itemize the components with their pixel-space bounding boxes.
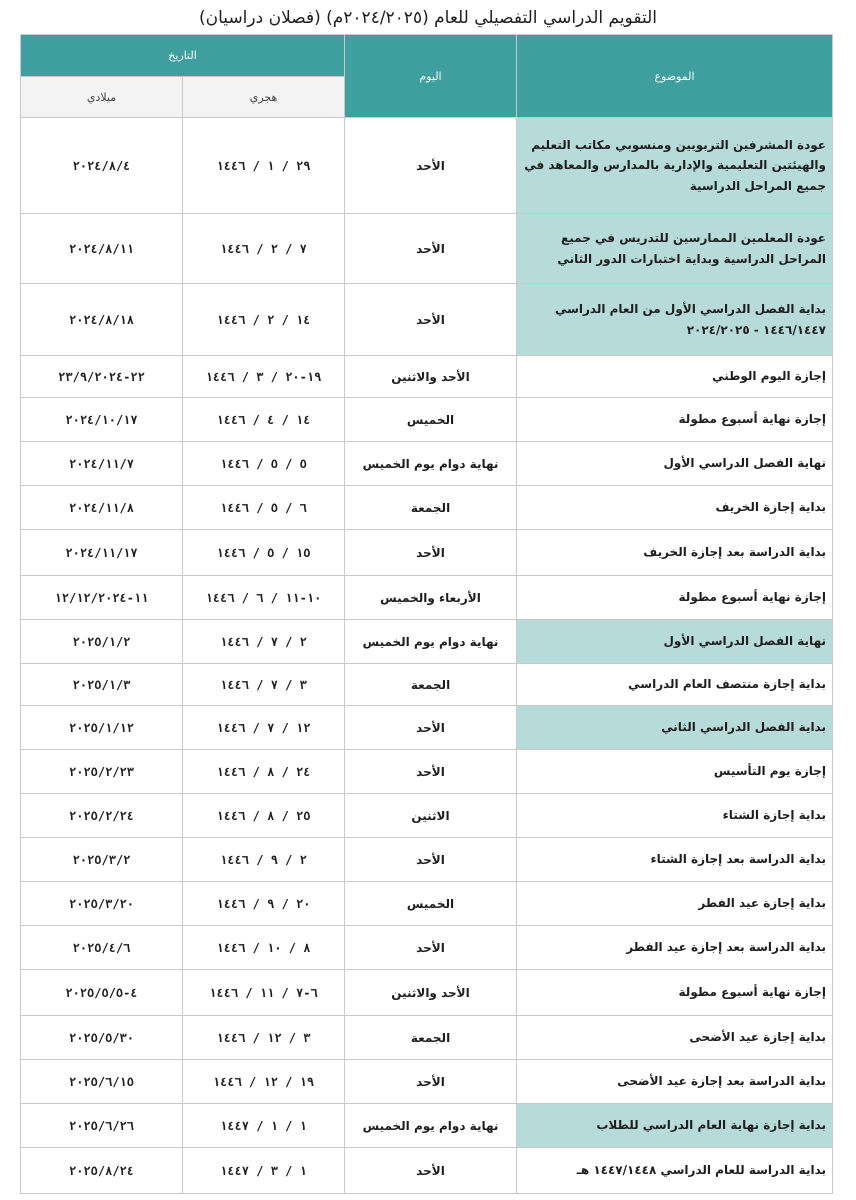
table-row <box>21 970 833 1016</box>
topic-cell: بداية الدراسة بعد إجازة الخريف <box>517 530 833 576</box>
day-cell: نهاية دوام يوم الخميس <box>345 1104 517 1148</box>
gregorian-date-cell: ٢٠٢٥/٦/١٥ <box>21 1060 183 1104</box>
gregorian-date-cell: ٢٠٢٥/٢/٢٣ <box>21 750 183 794</box>
topic-cell: عودة المشرفين التربويين ومنسوبي مكاتب التعليم والهيئتين التعليمية والإدارية بالمدارس والمعاهد في جميع المراحل الدراسية <box>517 118 833 214</box>
table-row <box>21 794 833 838</box>
hijri-date-cell: ٢ / ٩ / ١٤٤٦ <box>183 838 345 882</box>
table-row <box>21 118 833 214</box>
hijri-date-cell: ٢٩ / ١ / ١٤٤٦ <box>183 118 345 214</box>
topic-cell: نهاية الفصل الدراسي الأول <box>517 620 833 664</box>
topic-cell: إجازة نهاية أسبوع مطولة <box>517 576 833 620</box>
topic-cell: بداية إجازة الخريف <box>517 486 833 530</box>
hijri-date-cell: ١٤ / ٤ / ١٤٤٦ <box>183 398 345 442</box>
hijri-date-cell: ٧ / ٢ / ١٤٤٦ <box>183 214 345 284</box>
hijri-date-cell: ٢ / ٧ / ١٤٤٦ <box>183 620 345 664</box>
hijri-date-cell: ٦-٧ / ١١ / ١٤٤٦ <box>183 970 345 1016</box>
hijri-date-cell: ٢٤ / ٨ / ١٤٤٦ <box>183 750 345 794</box>
gregorian-date-cell: ٢٠٢٤/١١/١٧ <box>21 530 183 576</box>
hijri-date-cell: ٣ / ١٢ / ١٤٤٦ <box>183 1016 345 1060</box>
table-row <box>21 530 833 576</box>
day-cell: الأحد والاثنين <box>345 970 517 1016</box>
gregorian-date-cell: ٢٠٢٤/٨/١١ <box>21 214 183 284</box>
hijri-date-cell: ١٩ / ١٢ / ١٤٤٦ <box>183 1060 345 1104</box>
day-cell: الأحد والاثنين <box>345 356 517 398</box>
topic-cell: عودة المعلمين الممارسين للتدريس في جميع المراحل الدراسية وبداية اختبارات الدور الثاني <box>517 214 833 284</box>
table-row <box>21 284 833 356</box>
gregorian-date-cell: ٢٠٢٥/٤/٦ <box>21 926 183 970</box>
hijri-date-cell: ٥ / ٥ / ١٤٤٦ <box>183 442 345 486</box>
day-cell: الأحد <box>345 838 517 882</box>
gregorian-date-cell: ٢٠٢٥/١/٣ <box>21 664 183 706</box>
calendar-rows <box>21 118 833 1194</box>
topic-cell: بداية الدراسة للعام الدراسي ١٤٤٧/١٤٤٨ هـ <box>517 1148 833 1194</box>
table-row <box>21 620 833 664</box>
topic-cell: بداية إجازة منتصف العام الدراسي <box>517 664 833 706</box>
topic-cell: إجازة نهاية أسبوع مطولة <box>517 398 833 442</box>
day-cell: الأحد <box>345 706 517 750</box>
header-date: التاريخ <box>21 35 345 77</box>
table-row <box>21 706 833 750</box>
table-row <box>21 882 833 926</box>
topic-cell: إجازة نهاية أسبوع مطولة <box>517 970 833 1016</box>
header-day: اليوم <box>345 35 517 118</box>
table-row <box>21 1104 833 1148</box>
gregorian-date-cell: ٢٠٢٥/١/٢ <box>21 620 183 664</box>
table-row <box>21 838 833 882</box>
gregorian-date-cell: ٢٠٢٤/٨/١٨ <box>21 284 183 356</box>
hijri-date-cell: ١٠-١١ / ٦ / ١٤٤٦ <box>183 576 345 620</box>
topic-cell: بداية إجازة نهاية العام الدراسي للطلاب <box>517 1104 833 1148</box>
page-title: التقويم الدراسي التفصيلي للعام (٢٠٢٤/٢٠٢٥م) (فصلان دراسيان) <box>199 8 657 28</box>
hijri-date-cell: ٢٠ / ٩ / ١٤٤٦ <box>183 882 345 926</box>
day-cell: الأحد <box>345 118 517 214</box>
table-row <box>21 1148 833 1194</box>
hijri-date-cell: ١ / ٣ / ١٤٤٧ <box>183 1148 345 1194</box>
hijri-date-cell: ١٢ / ٧ / ١٤٤٦ <box>183 706 345 750</box>
topic-cell: إجازة اليوم الوطني <box>517 356 833 398</box>
hijri-date-cell: ١ / ١ / ١٤٤٧ <box>183 1104 345 1148</box>
topic-cell: إجازة يوم التأسيس <box>517 750 833 794</box>
day-cell: الجمعة <box>345 486 517 530</box>
academic-calendar-table <box>20 34 833 1194</box>
topic-cell: بداية الفصل الدراسي الثاني <box>517 706 833 750</box>
header-gregorian: ميلادي <box>21 77 183 118</box>
gregorian-date-cell: ٢٢-٢٣/٩/٢٠٢٤ <box>21 356 183 398</box>
gregorian-date-cell: ٢٠٢٥/١/١٢ <box>21 706 183 750</box>
table-row <box>21 398 833 442</box>
topic-cell: بداية الدراسة بعد إجازة عيد الأضحى <box>517 1060 833 1104</box>
table-row <box>21 664 833 706</box>
table-row <box>21 214 833 284</box>
day-cell: الخميس <box>345 882 517 926</box>
day-cell: نهاية دوام يوم الخميس <box>345 442 517 486</box>
day-cell: الاثنين <box>345 794 517 838</box>
day-cell: الجمعة <box>345 664 517 706</box>
day-cell: الأحد <box>345 284 517 356</box>
table-row <box>21 576 833 620</box>
hijri-date-cell: ١٤ / ٢ / ١٤٤٦ <box>183 284 345 356</box>
day-cell: الأحد <box>345 926 517 970</box>
topic-cell: بداية الفصل الدراسي الأول من العام الدراسي ١٤٤٦/١٤٤٧ - ٢٠٢٤/٢٠٢٥ <box>517 284 833 356</box>
gregorian-date-cell: ٢٠٢٥/٥/٣٠ <box>21 1016 183 1060</box>
day-cell: الأحد <box>345 214 517 284</box>
topic-cell: بداية الدراسة بعد إجازة عيد الفطر <box>517 926 833 970</box>
table-row <box>21 1060 833 1104</box>
topic-cell: بداية الدراسة بعد إجازة الشتاء <box>517 838 833 882</box>
day-cell: الخميس <box>345 398 517 442</box>
day-cell: الأحد <box>345 1060 517 1104</box>
header-topic: الموضوع <box>517 35 833 118</box>
topic-cell: بداية إجازة عيد الأضحى <box>517 1016 833 1060</box>
gregorian-date-cell: ٢٠٢٤/١١/٧ <box>21 442 183 486</box>
hijri-date-cell: ١٩-٢٠ / ٣ / ١٤٤٦ <box>183 356 345 398</box>
table-row <box>21 442 833 486</box>
day-cell: نهاية دوام يوم الخميس <box>345 620 517 664</box>
topic-cell: بداية إجازة عيد الفطر <box>517 882 833 926</box>
hijri-date-cell: ١٥ / ٥ / ١٤٤٦ <box>183 530 345 576</box>
gregorian-date-cell: ٢٠٢٥/٣/٢ <box>21 838 183 882</box>
gregorian-date-cell: ٢٠٢٥/٢/٢٤ <box>21 794 183 838</box>
day-cell: الأحد <box>345 1148 517 1194</box>
topic-cell: نهاية الفصل الدراسي الأول <box>517 442 833 486</box>
table-row <box>21 926 833 970</box>
hijri-date-cell: ٣ / ٧ / ١٤٤٦ <box>183 664 345 706</box>
day-cell: الأحد <box>345 750 517 794</box>
gregorian-date-cell: ٢٠٢٥/٣/٢٠ <box>21 882 183 926</box>
hijri-date-cell: ٦ / ٥ / ١٤٤٦ <box>183 486 345 530</box>
hijri-date-cell: ٢٥ / ٨ / ١٤٤٦ <box>183 794 345 838</box>
day-cell: الأحد <box>345 530 517 576</box>
gregorian-date-cell: ٢٠٢٤/١٠/١٧ <box>21 398 183 442</box>
table-row <box>21 750 833 794</box>
header-hijri: هجري <box>183 77 345 118</box>
table-row <box>21 1016 833 1060</box>
gregorian-date-cell: ٢٠٢٤/١١/٨ <box>21 486 183 530</box>
topic-cell: بداية إجازة الشتاء <box>517 794 833 838</box>
day-cell: الأربعاء والخميس <box>345 576 517 620</box>
gregorian-date-cell: ٢٠٢٥/٨/٢٤ <box>21 1148 183 1194</box>
gregorian-date-cell: ٢٠٢٤/٨/٤ <box>21 118 183 214</box>
table-row <box>21 486 833 530</box>
table-row <box>21 356 833 398</box>
day-cell: الجمعة <box>345 1016 517 1060</box>
gregorian-date-cell: ٤-٢٠٢٥/٥/٥ <box>21 970 183 1016</box>
gregorian-date-cell: ٢٠٢٥/٦/٢٦ <box>21 1104 183 1148</box>
hijri-date-cell: ٨ / ١٠ / ١٤٤٦ <box>183 926 345 970</box>
gregorian-date-cell: ١١-١٢/١٢/٢٠٢٤ <box>21 576 183 620</box>
